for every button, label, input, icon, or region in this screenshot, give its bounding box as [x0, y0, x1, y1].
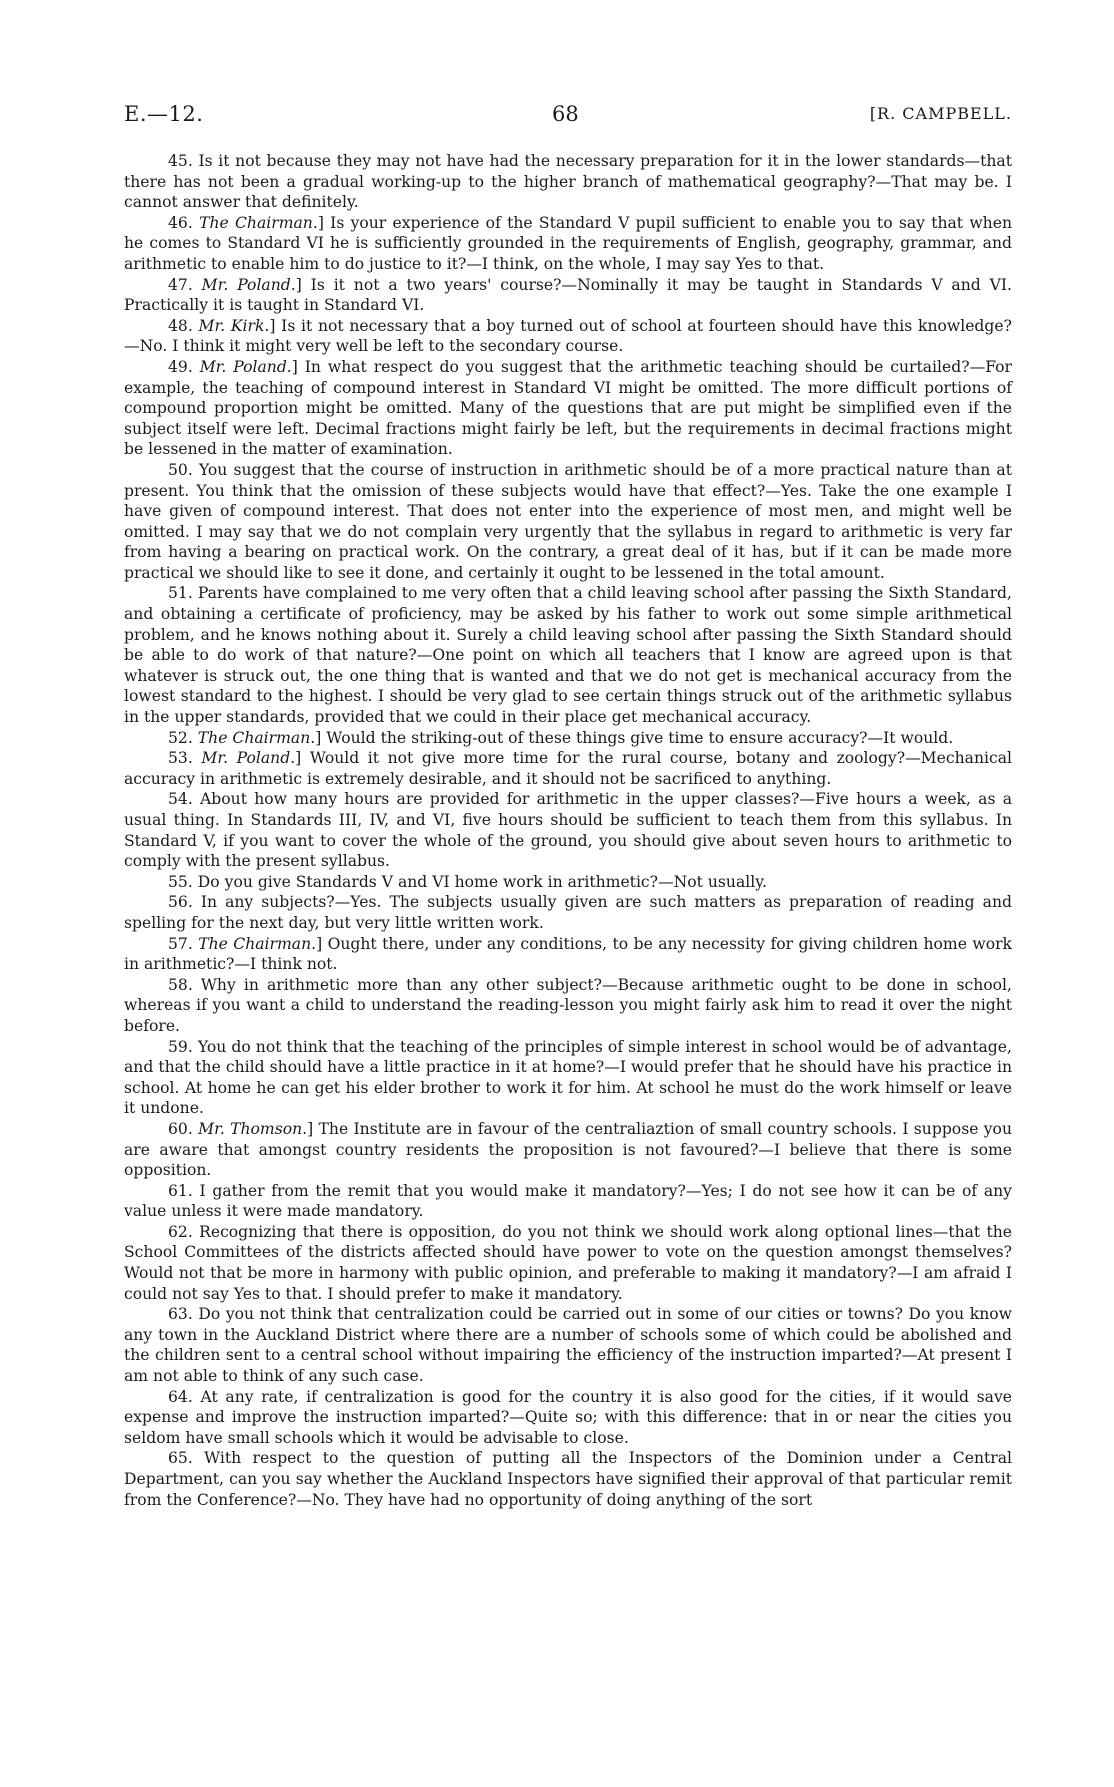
paragraph-54: 54. About how many hours are provided for arithmetic in the upper classes?—Five hours a week, as a usual thing. In Standards III, IV, and VI, five hours should be sufficient to teach them from this syllabus. In Standard V, if you want to cover the whole of the ground, you should give about seven hours to arithmetic to comply with the present syllabus. — [124, 790, 1012, 871]
paragraph-64: 64. At any rate, if centralization is good for the country it is also good for the cities, if it would save expense and improve the instruction imparted?—Quite so; with this difference: that in or near the cities you seldom have small schools which it would be advisable to close. — [124, 1387, 1012, 1447]
paragraph-59: 59. You do not think that the teaching of the principles of simple interest in school would be of advantage, and that the child should have a little practice in it at home?—I would prefer that he should have his practice in school. At home he can get his elder brother to work it for him. At school he must do the work himself or leave it undone. — [124, 1037, 1012, 1118]
speaker: Mr. Kirk. — [198, 316, 270, 335]
paragraph-65: 65. With respect to the question of putting all the Inspectors of the Dominion under a Central Department, can you say whether the Auckland Inspectors have signified their approval of that particular remit from the Conference?—No. They have had no opportunity of doing anything of the sort — [124, 1449, 1012, 1509]
paragraph-49: 49. Mr. Poland.] In what respect do you suggest that the arithmetic teaching should be curtailed?—For example, the teaching of compound interest in Standard VI might be omitted. The more difficult portions of compound proportion might be omitted. Many of the questions that are put might be simplified even if the subject itself were left. Decimal fractions might fairly be left, but the requirements in decimal fractions might be lessened in the matter of examination. — [124, 357, 1013, 459]
paragraph-53: 53. Mr. Poland.] Would it not give more time for the rural course, botany and zoology?—Mechanical accuracy in arithmetic is extremely desirable, and it should not be sacrificed to anything. — [124, 749, 1012, 788]
paragraph-55: 55. Do you give Standards V and VI home work in arithmetic?—Not usually. — [168, 872, 767, 891]
paragraph-50: 50. You suggest that the course of instruction in arithmetic should be of a more practical nature than at present. You think that the omission of these subjects would have that effect?—Yes. Take the one example I have given of compound interest. That does not enter into the experience of most men, and might well be omitted. I may say that we do not complain very urgently that the syllabus in regard to arithmetic is very far from having a bearing on practical work. On the contrary, a great deal of it has, but if it can be made more practical we should like to see it done, and certainly it ought to be lessened in the total amount. — [124, 460, 1012, 582]
witness-name: [R. CAMPBELL. — [869, 104, 1012, 123]
paragraph-52: 52. The Chairman.] Would the striking-out of these things give time to ensure accuracy?—It would. — [168, 728, 954, 747]
paragraph-58: 58. Why in arithmetic more than any other subject?—Because arithmetic ought to be done in school, whereas if you want a child to understand the reading-lesson you might fairly ask him to read it over the night before. — [124, 975, 1012, 1035]
paragraph-60: 60. Mr. Thomson.] The Institute are in favour of the centraliaztion of small country schools. I suppose you are aware that amongst country residents the proposition is not favoured?—I believe that there is some opposition. — [124, 1119, 1012, 1180]
page-number: 68 — [552, 102, 579, 126]
paragraph-63: 63. Do you not think that centralization could be carried out in some of our cities or towns? Do you know any town in the Auckland District where there are a number of schools some of which could be abolished and the children sent to a central school without impairing the efficiency of the instruction imparted?—At present I am not able to think of any such case. — [124, 1305, 1012, 1386]
speaker: The Chairman. — [198, 934, 317, 953]
paragraph-61: 61. I gather from the remit that you would make it mandatory?—Yes; I do not see how it can be of any value unless it were made mandatory. — [124, 1181, 1012, 1221]
paragraph-47: 47. Mr. Poland.] Is it not a two years' course?—Nominally it may be taught in Standards V and VI. Practically it is taught in Standard VI. — [124, 275, 1012, 315]
page-header — [124, 102, 1012, 132]
paragraph-62: 62. Recognizing that there is opposition, do you not think we should work along optional lines—that the School Committees of the districts affected should have power to vote on the question amongst themselves? Would not that be more in harmony with public opinion, and preferable to making it mandatory?—I am afraid I could not say Yes to that. I should prefer to make it mandatory. — [124, 1222, 1012, 1303]
paragraph-57: 57. The Chairman.] Ought there, under any conditions, to be any necessity for giving children home work in arithmetic?—I think not. — [124, 934, 1012, 974]
paragraph-45: 45. Is it not because they may not have had the necessary preparation for it in the lower standards—that there has not been a gradual working-up to the higher branch of mathematical geography?—That may be. I cannot answer that definitely. — [124, 152, 1012, 212]
document-code: E.—12. — [124, 102, 204, 126]
paragraph-46: 46. The Chairman.] Is your experience of the Standard V pupil sufficient to enable you to say that when he comes to Standard VI he is sufficiently grounded in the requirements of English, geography, grammar, and arithmetic to enable him to do justice to it?—I think, on the whole, I may say Yes to that. — [124, 213, 1012, 273]
paragraph-56: 56. In any subjects?—Yes. The subjects usually given are such matters as preparation of reading and spelling for the next day, but very little written work. — [124, 893, 1012, 932]
speaker: Mr. Poland. — [201, 749, 296, 768]
speaker: Mr. Poland. — [201, 275, 296, 294]
paragraph-48: 48. Mr. Kirk.] Is it not necessary that a boy turned out of school at fourteen should have this knowledge?—No. I think it might very well be left to the secondary course. — [124, 316, 1012, 356]
paragraph-51: 51. Parents have complained to me very often that a child leaving school after passing the Sixth Standard, and obtaining a certificate of proficiency, may be asked by his father to work out some simple arithmetical problem, and he knows nothing about it. Surely a child leaving school after passing the Sixth Standard should be able to do work of that nature?—One point on which all teachers that I know are agreed upon is that whatever is struck out, the one thing that is wanted and that we do not get is mechanical accuracy from the lowest standard to the highest. I should be very glad to see certain things struck out of the arithmetic syllabus in the upper standards, provided that we could in their place get mechanical accuracy. — [124, 584, 1012, 727]
speaker: The Chairman. — [199, 213, 318, 232]
evidence-text — [124, 151, 1012, 1510]
speaker: Mr. Poland. — [199, 357, 292, 376]
speaker: Mr. Thomson. — [198, 1119, 308, 1138]
speaker: The Chairman. — [197, 728, 316, 747]
